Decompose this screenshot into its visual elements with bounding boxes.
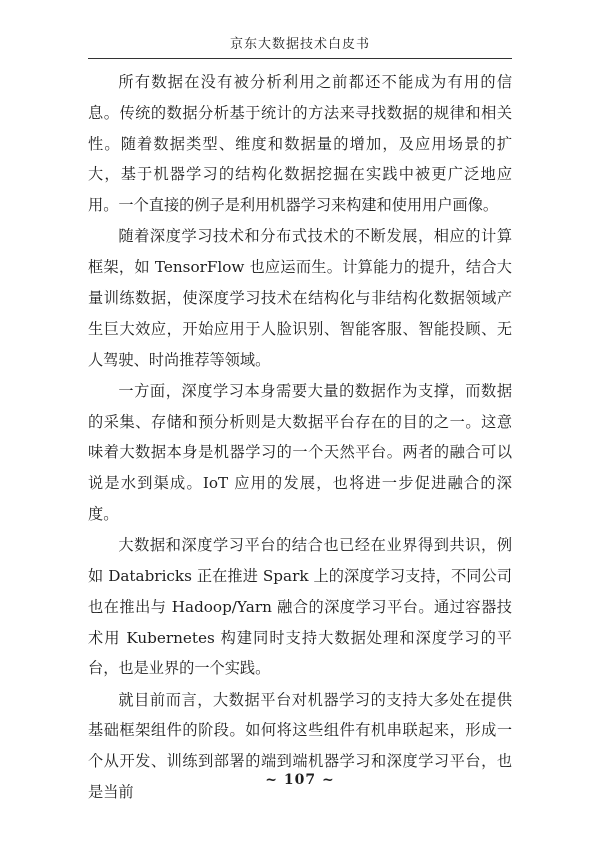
page-number: ~ 107 ~	[265, 772, 335, 788]
paragraph-4: 大数据和深度学习平台的结合也已经在业界得到共识，例如 Databricks 正在推进 Spark 上的深度学习支持，不同公司也在推出与 Hadoop/Yarn 融合的深度学习平台。通过容器技术用 Kubernetes 构建同时支持大数据处理和深度学习的平台，也是业界的一个实践。	[88, 536, 512, 678]
paragraph-1: 所有数据在没有被分析利用之前都还不能成为有用的信息。传统的数据分析基于统计的方法来寻找数据的规律和相关性。随着数据类型、维度和数据量的增加，及应用场景的扩大，基于机器学习的结构化数据挖掘在实践中被更广泛地应用。一个直接的例子是利用机器学习来构建和使用用户画像。	[88, 73, 512, 215]
paragraph-3: 一方面，深度学习本身需要大量的数据作为支撑，而数据的采集、存储和预分析则是大数据平台存在的目的之一。这意味着大数据本身是机器学习的一个天然平台。两者的融合可以说是水到渠成。IoT 应用的发展，也将进一步促进融合的深度。	[88, 381, 512, 523]
page-header: 京东大数据技术白皮书	[229, 37, 370, 52]
paragraph-5: 就目前而言，大数据平台对机器学习的支持大多处在提供基础框架组件的阶段。如何将这些组件有机串联起来，形成一个从开发、训练到部署的端到端机器学习和深度学习平台，也是当前	[88, 690, 512, 801]
header-divider	[88, 58, 512, 59]
body-text	[88, 67, 512, 808]
paragraph-2: 随着深度学习技术和分布式技术的不断发展，相应的计算框架，如 TensorFlow 也应运而生。计算能力的提升，结合大量训练数据，使深度学习技术在结构化与非结构化数据领域产生巨大效应，开始应用于人脸识别、智能客服、智能投顾、无人驾驶、时尚推荐等领域。	[88, 227, 512, 369]
